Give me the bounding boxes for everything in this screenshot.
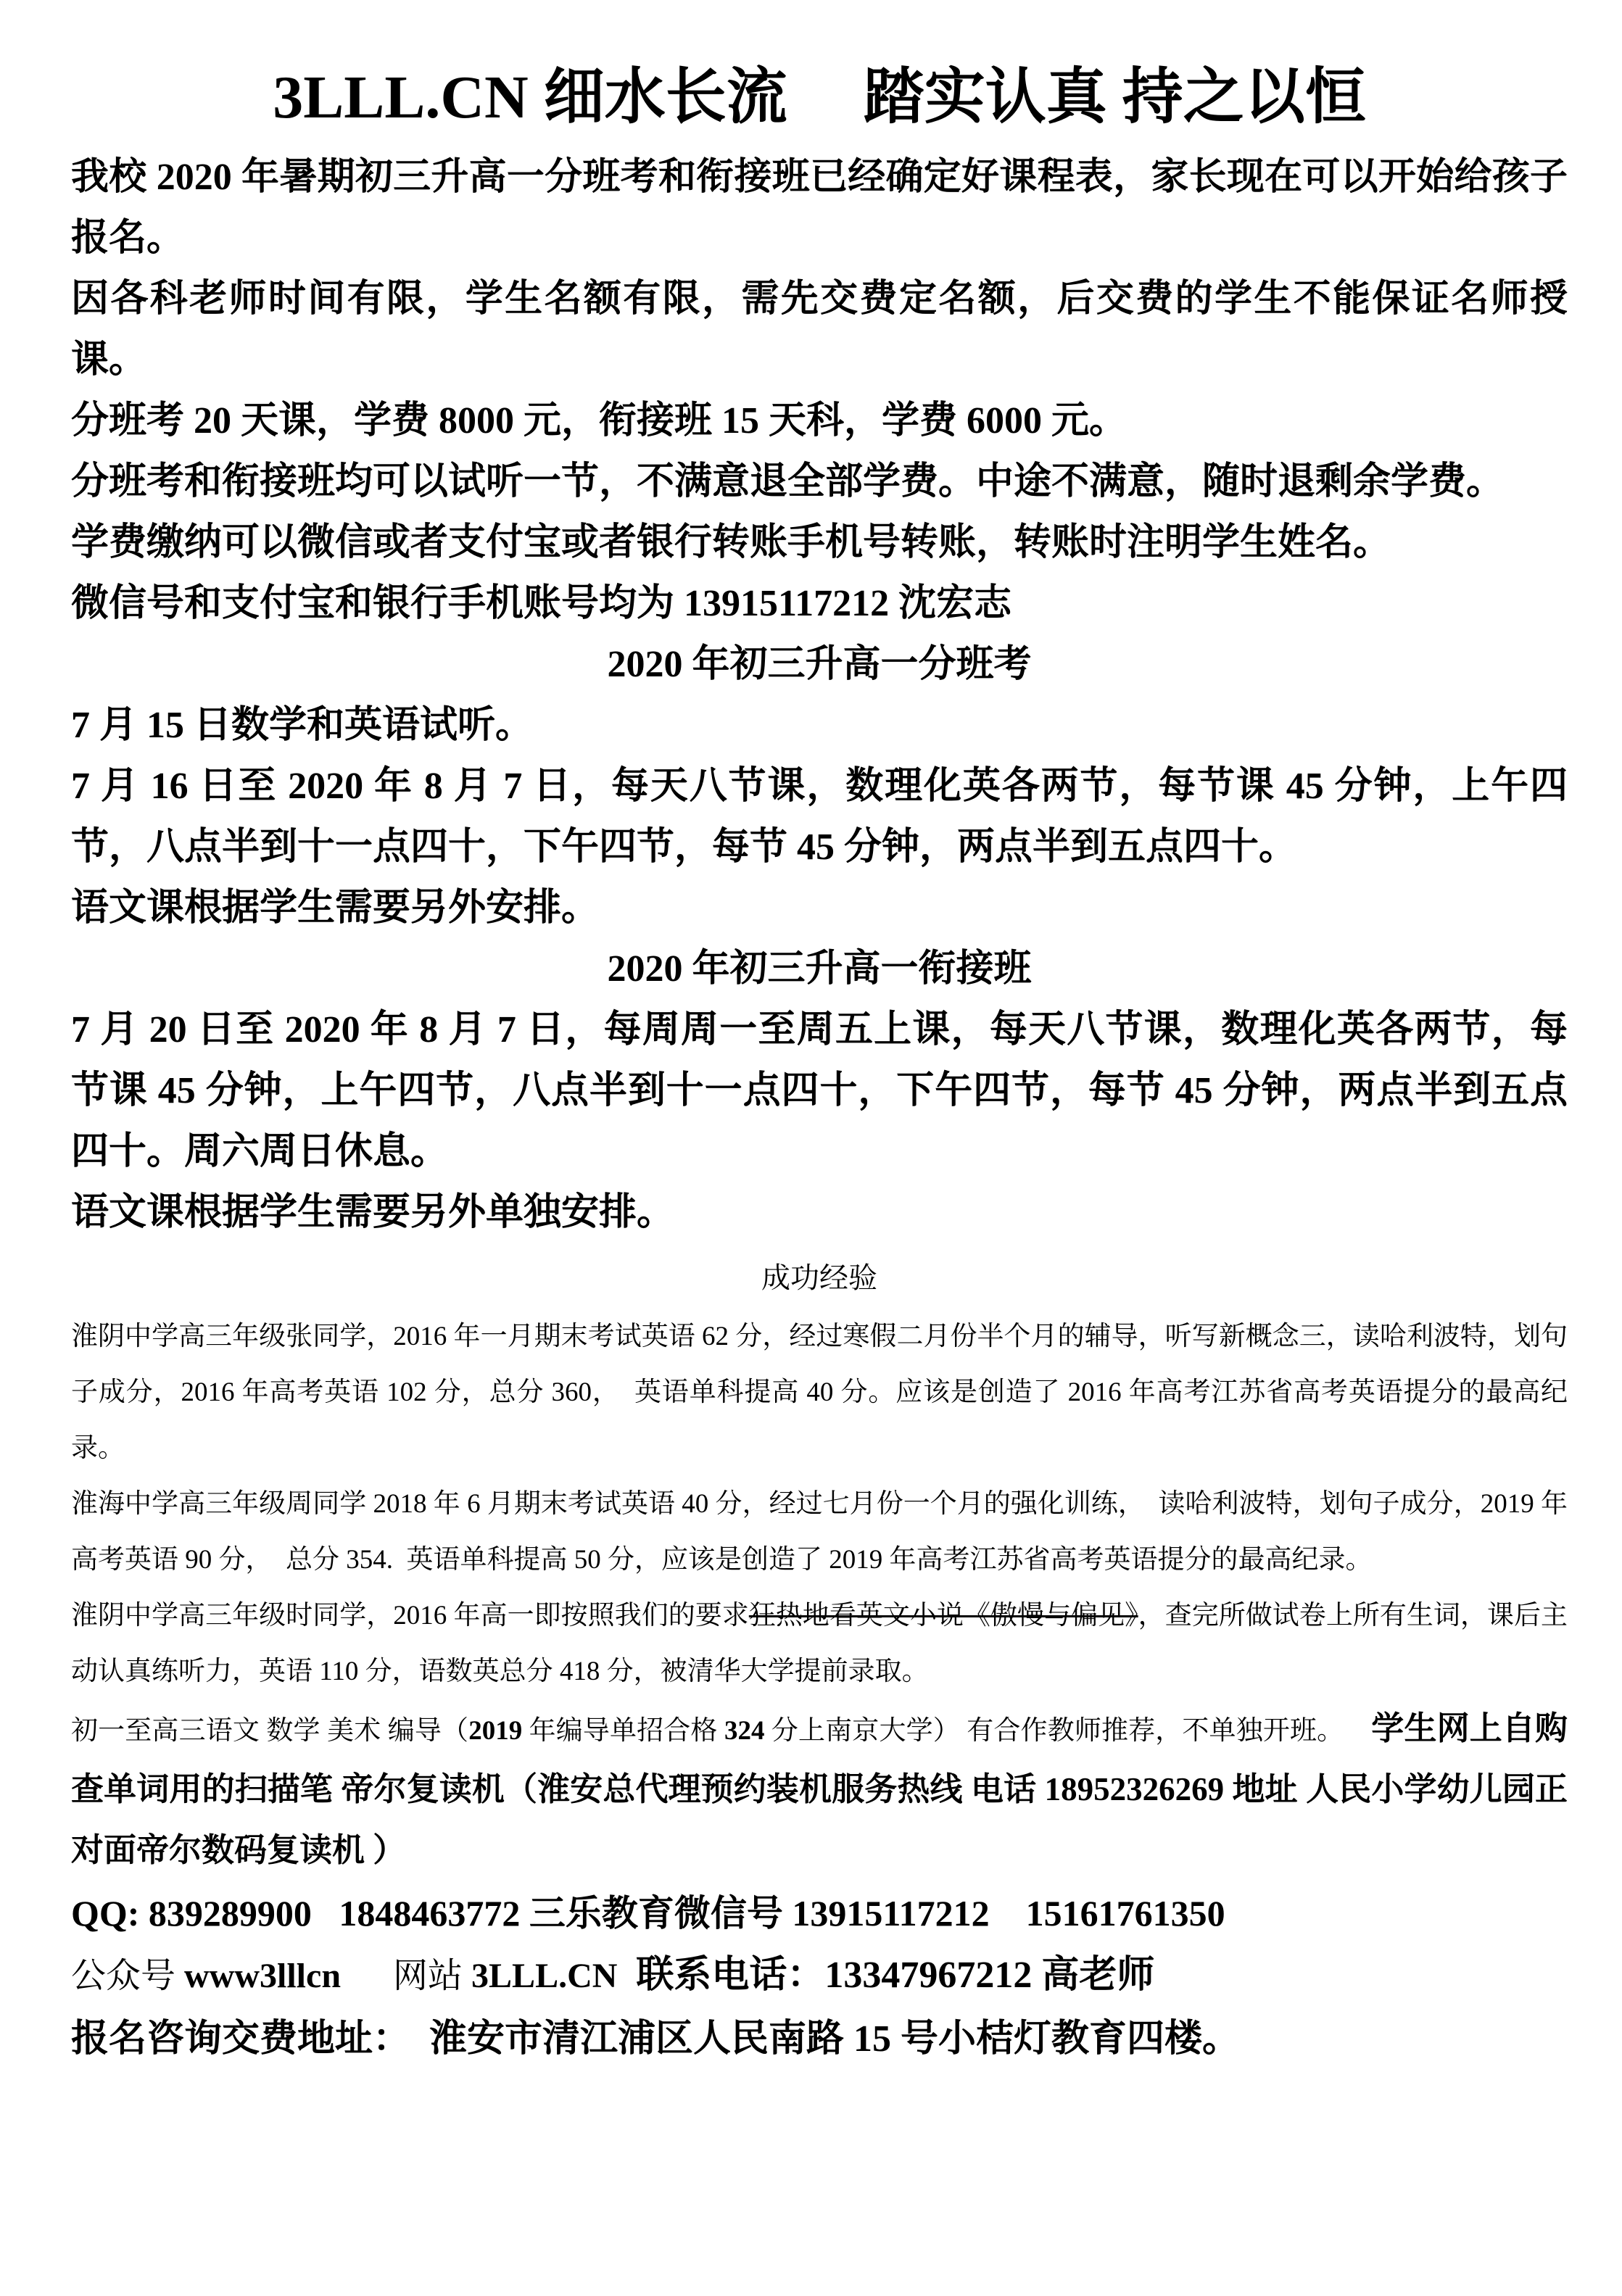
section-heading-success: 成功经验 <box>761 1261 877 1295</box>
struck-text: 狂热地看英文小说《傲慢与偏见》 <box>748 1601 1138 1631</box>
courses-subjects: 初一至高三语文 数学 美术 编导（ <box>71 1716 469 1746</box>
fenban-paragraph-chinese: 语文课根据学生需要另外安排。 <box>71 887 600 929</box>
fenban-paragraph-schedule: 7 月 16 日至 2020 年 8 月 7 日，每天八节课，数理化英各两节，每节课 45 分钟，上午四节，八点半到十一点四十，下午四节，每节 45 分钟，两点半到五点四十。 <box>71 766 1568 869</box>
courses-score: 324 <box>724 1716 765 1746</box>
official-account-label: 公众号 <box>71 1957 185 1996</box>
xianjie-paragraph-chinese: 语文课根据学生需要另外单独安排。 <box>71 1192 675 1234</box>
success-story-zhou: 淮海中学高三年级周同学 2018 年 6 月期末考试英语 40 分，经过七月份一个月的强化训练， 读哈利波特，划句子成分，2019 年高考英语 90 分， 总分 354. 英语单科提高 50 分，应该是创造了 2019 年高考江苏省高考英语提分的最高纪录。 <box>71 1489 1568 1575</box>
contact-address-line: 报名咨询交费地址： 淮安市清江浦区人民南路 15 号小桔灯教育四楼。 <box>71 2018 1241 2060</box>
intro-paragraph-signup: 我校 2020 年暑期初三升高一分班考和衔接班已经确定好课程表，家长现在可以开始给孩子报名。 <box>71 157 1568 260</box>
success-story-shi-after: ，查完所做试卷上所有生词，课后主动认真练听力，英语 110 分，语数英总分 418 分，被清华大学提前录取。 <box>71 1601 1568 1687</box>
intro-paragraph-tuition: 分班考 20 天课，学费 8000 元，衔接班 15 天科，学费 6000 元。 <box>71 400 1127 442</box>
courses-text-mid: 年编导单招合格 <box>522 1716 724 1746</box>
website-label: 网站 <box>341 1957 472 1996</box>
section-heading-fenban: 2020 年初三升高一分班考 <box>607 644 1032 686</box>
courses-text-end: 分上南京大学） 有合作教师推荐，不单独开班。 <box>764 1716 1331 1746</box>
xianjie-paragraph-schedule: 7 月 20 日至 2020 年 8 月 7 日，每周周一至周五上课，每天八节课，数理化英各两节，每节课 45 分钟，上午四节，八点半到十一点四十，下午四节，每节 45 分钟，两点半到五点四十。周六周日休息。 <box>71 1009 1568 1173</box>
contact-phone: 联系电话：13347967212 高老师 <box>617 1955 1155 1997</box>
success-story-shi <box>71 1588 1568 1699</box>
section-heading-xianjie: 2020 年初三升高一衔接班 <box>607 948 1032 990</box>
intro-paragraph-account: 微信号和支付宝和银行手机账号均为 13915117212 沈宏志 <box>71 583 1012 625</box>
contact-qq-line: QQ: 839289900 1848463772 三乐教育微信号 13915117212 15161761350 <box>71 1893 1225 1934</box>
intro-paragraph-quota: 因各科老师时间有限，学生名额有限，需先交费定名额，后交费的学生不能保证名师授课。 <box>71 278 1568 381</box>
fenban-paragraph-trial: 7 月 15 日数学和英语试听。 <box>71 705 534 747</box>
intro-paragraph-refund: 分班考和衔接班均可以试听一节，不满意退全部学费。中途不满意，随时退剩余学费。 <box>71 461 1505 503</box>
courses-paragraph <box>71 1699 1568 1882</box>
page-title: 3LLL.CN 细水长流 踏实认真 持之以恒 <box>273 64 1366 131</box>
contact-web-line <box>71 1944 1568 2007</box>
courses-year: 2019 <box>468 1716 523 1746</box>
success-story-zhang: 淮阴中学高三年级张同学，2016 年一月期末考试英语 62 分，经过寒假二月份半个月的辅导，听写新概念三，读哈利波特，划句子成分，2016 年高考英语 102 分，总分 360， 英语单科提高 40 分。应该是创造了 2016 年高考江苏省高考英语提分的最高纪录。 <box>71 1322 1568 1464</box>
website-url: 3LLL.CN <box>471 1957 618 1996</box>
success-story-shi-before: 淮阴中学高三年级时同学，2016 年高一即按照我们的要求 <box>71 1601 749 1631</box>
intro-paragraph-payment: 学费缴纳可以微信或者支付宝或者银行转账手机号转账，转账时注明学生姓名。 <box>71 522 1391 564</box>
official-account-id: www3lllcn <box>184 1957 342 1996</box>
scanner-pen-notice: 学生网上自购查单词用的扫描笔 帝尔复读机（淮安总代理预约装机服务热线 电话 18952326269 地址 人民小学幼儿园正对面帝尔数码复读机 ） <box>71 1710 1568 1869</box>
